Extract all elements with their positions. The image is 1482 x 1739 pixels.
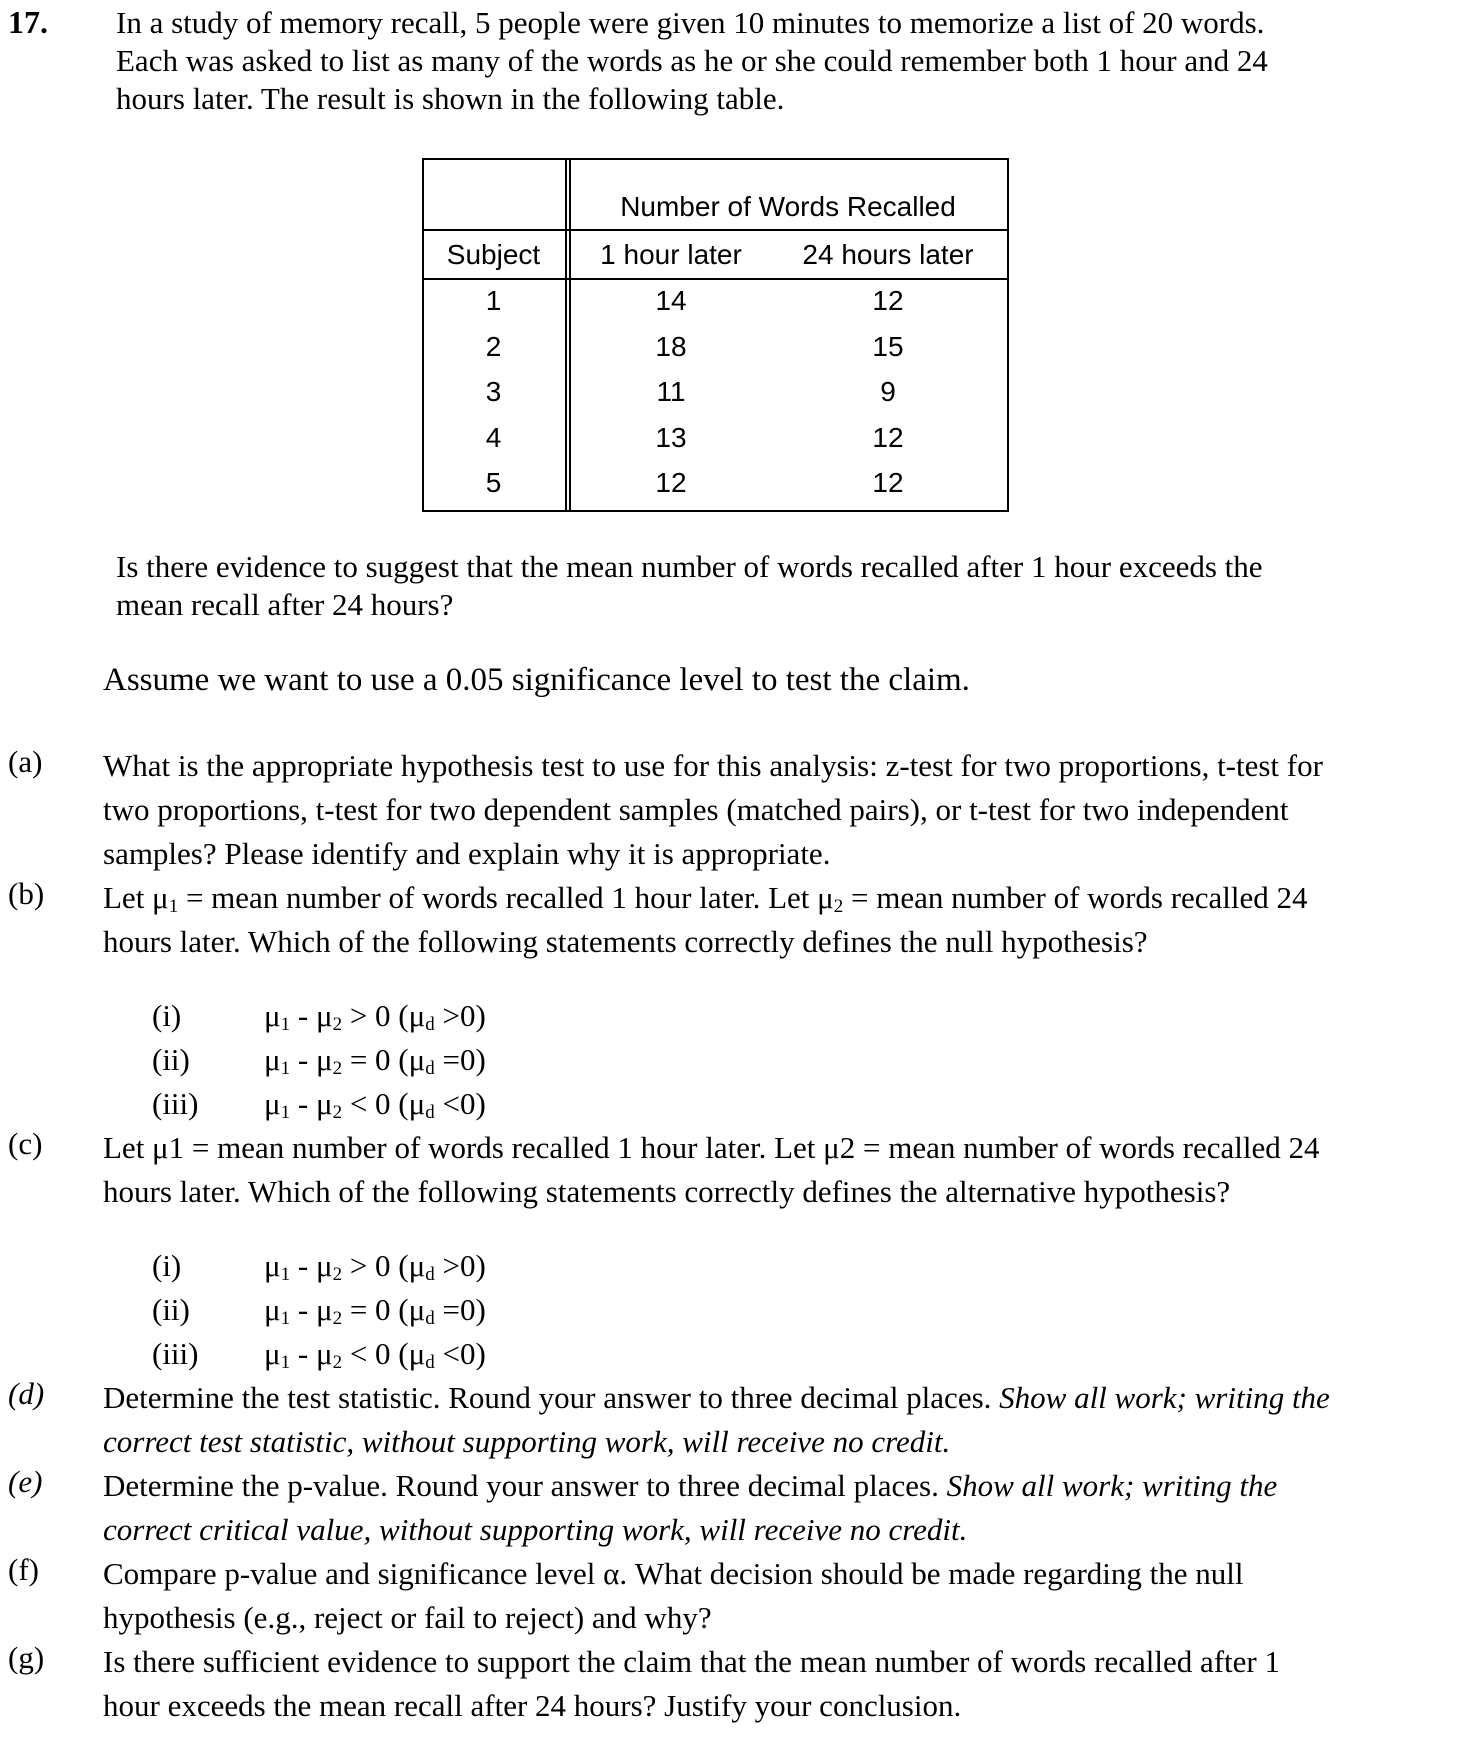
option-row xyxy=(152,1332,486,1376)
table-column-header: Subject xyxy=(446,239,541,270)
option-expression: $\mu_1 - \mu_2 > 0$ $(\mu_d >0)$ xyxy=(264,998,486,1035)
part-b-text xyxy=(103,876,1473,964)
evidence-question xyxy=(116,548,1416,624)
option-label: (ii) xyxy=(152,1292,190,1327)
table-cell: 15 xyxy=(872,331,904,362)
intro-line: In a study of memory recall, 5 people were given 10 minutes to memorize a list of 20 words. xyxy=(116,5,1265,40)
table-cell: 12 xyxy=(655,467,687,498)
table-cell: 2 xyxy=(485,331,502,362)
option-row xyxy=(152,994,486,1038)
part-f-line: Compare p-value and significance level α. What decision should be made regarding the null xyxy=(103,1556,1244,1591)
table-cell: 12 xyxy=(872,467,904,498)
part-c-line: hours later. Which of the following statements correctly defines the alternative hypothesis? xyxy=(103,1174,1231,1209)
evidence-line: mean recall after 24 hours? xyxy=(116,587,454,622)
table-cell: 9 xyxy=(880,376,896,407)
part-c-text xyxy=(103,1126,1473,1214)
assumption-text: Assume we want to use a 0.05 significance level to test the claim. xyxy=(103,662,970,698)
table-cell: 18 xyxy=(655,331,687,362)
part-d-line: Determine the test statistic. Round your answer to three decimal places. Show all work; writing the xyxy=(103,1380,1330,1415)
evidence-line: Is there evidence to suggest that the mean number of words recalled after 1 hour exceeds the xyxy=(116,549,1263,584)
part-c-label: (c) xyxy=(8,1126,43,1161)
table-cell: 3 xyxy=(485,376,502,407)
part-g-label: (g) xyxy=(8,1640,45,1675)
intro-line: hours later. The result is shown in the following table. xyxy=(116,81,785,116)
part-g-text xyxy=(103,1640,1478,1728)
part-d-text xyxy=(103,1376,1478,1464)
part-a-label: (a) xyxy=(8,744,43,779)
option-row xyxy=(152,1038,486,1082)
option-row xyxy=(152,1288,486,1332)
part-f-label: (f) xyxy=(8,1552,39,1587)
option-expression: $\mu_1 - \mu_2 < 0$ $(\mu_d <0)$ xyxy=(264,1336,486,1373)
part-e-text xyxy=(103,1464,1478,1552)
option-label: (iii) xyxy=(152,1336,199,1371)
part-a-line: two proportions, t-test for two dependent samples (matched pairs), or t-test for two independent xyxy=(103,792,1289,827)
part-b-options xyxy=(152,994,486,1126)
table-cell: 12 xyxy=(872,422,904,453)
part-g-line: Is there sufficient evidence to support the claim that the mean number of words recalled after 1 xyxy=(103,1644,1280,1679)
table-cell: 4 xyxy=(485,422,502,453)
option-row xyxy=(152,1244,486,1288)
part-e-label: (e) xyxy=(8,1464,43,1499)
part-c-options xyxy=(152,1244,486,1376)
part-d-label: (d) xyxy=(8,1376,45,1411)
option-label: (ii) xyxy=(152,1042,190,1077)
part-e-line: Determine the p-value. Round your answer to three decimal places. Show all work; writing the xyxy=(103,1468,1278,1503)
table-cell: 1 xyxy=(485,285,502,316)
part-b-label: (b) xyxy=(8,876,45,911)
option-expression: $\mu_1 - \mu_2 = 0$ $(\mu_d =0)$ xyxy=(264,1042,486,1079)
part-g-line: hour exceeds the mean recall after 24 hours? Justify your conclusion. xyxy=(103,1688,962,1723)
part-b-line: Let $\mu_1$ = mean number of words recalled 1 hour later. Let $\mu_2$ = mean number of words recalled 24 xyxy=(103,880,1308,917)
table-cell: 14 xyxy=(655,285,687,316)
table-cell: 13 xyxy=(655,422,687,453)
part-a-line: samples? Please identify and explain why it is appropriate. xyxy=(103,836,831,871)
part-d-line: correct test statistic, without supporting work, will receive no credit. xyxy=(103,1424,951,1459)
table-column-header: 24 hours later xyxy=(802,239,974,270)
table-column-header: 1 hour later xyxy=(600,239,742,270)
question-number: 17. xyxy=(8,4,48,40)
part-b-line: hours later. Which of the following statements correctly defines the null hypothesis? xyxy=(103,924,1148,959)
part-f-text xyxy=(103,1552,1478,1640)
table-column-divider xyxy=(565,158,567,510)
table-cell: 12 xyxy=(872,285,904,316)
part-c-line: Let μ1 = mean number of words recalled 1 hour later. Let μ2 = mean number of words recalled 24 xyxy=(103,1130,1320,1165)
option-expression: $\mu_1 - \mu_2 > 0$ $(\mu_d >0)$ xyxy=(264,1248,486,1285)
option-expression: $\mu_1 - \mu_2 = 0$ $(\mu_d =0)$ xyxy=(264,1292,486,1329)
part-e-line: correct critical value, without supporting work, will receive no credit. xyxy=(103,1512,968,1547)
part-a-line: What is the appropriate hypothesis test to use for this analysis: z-test for two proportions, t-test for xyxy=(103,748,1323,783)
question-intro xyxy=(116,4,1366,118)
option-label: (iii) xyxy=(152,1086,199,1121)
option-label: (i) xyxy=(152,998,182,1033)
part-f-line: hypothesis (e.g., reject or fail to reject) and why? xyxy=(103,1600,712,1635)
part-a-text xyxy=(103,744,1473,876)
table-group-header: Number of Words Recalled xyxy=(620,191,956,222)
table-header-divider xyxy=(422,229,1007,231)
table-cell: 5 xyxy=(485,467,502,498)
option-label: (i) xyxy=(152,1248,182,1283)
table-header-divider xyxy=(422,278,1007,280)
table-cell: 11 xyxy=(656,376,686,407)
intro-line: Each was asked to list as many of the words as he or she could remember both 1 hour and 24 xyxy=(116,43,1268,78)
option-expression: $\mu_1 - \mu_2 < 0$ $(\mu_d <0)$ xyxy=(264,1086,486,1123)
recall-table xyxy=(422,158,1007,510)
option-row xyxy=(152,1082,486,1126)
